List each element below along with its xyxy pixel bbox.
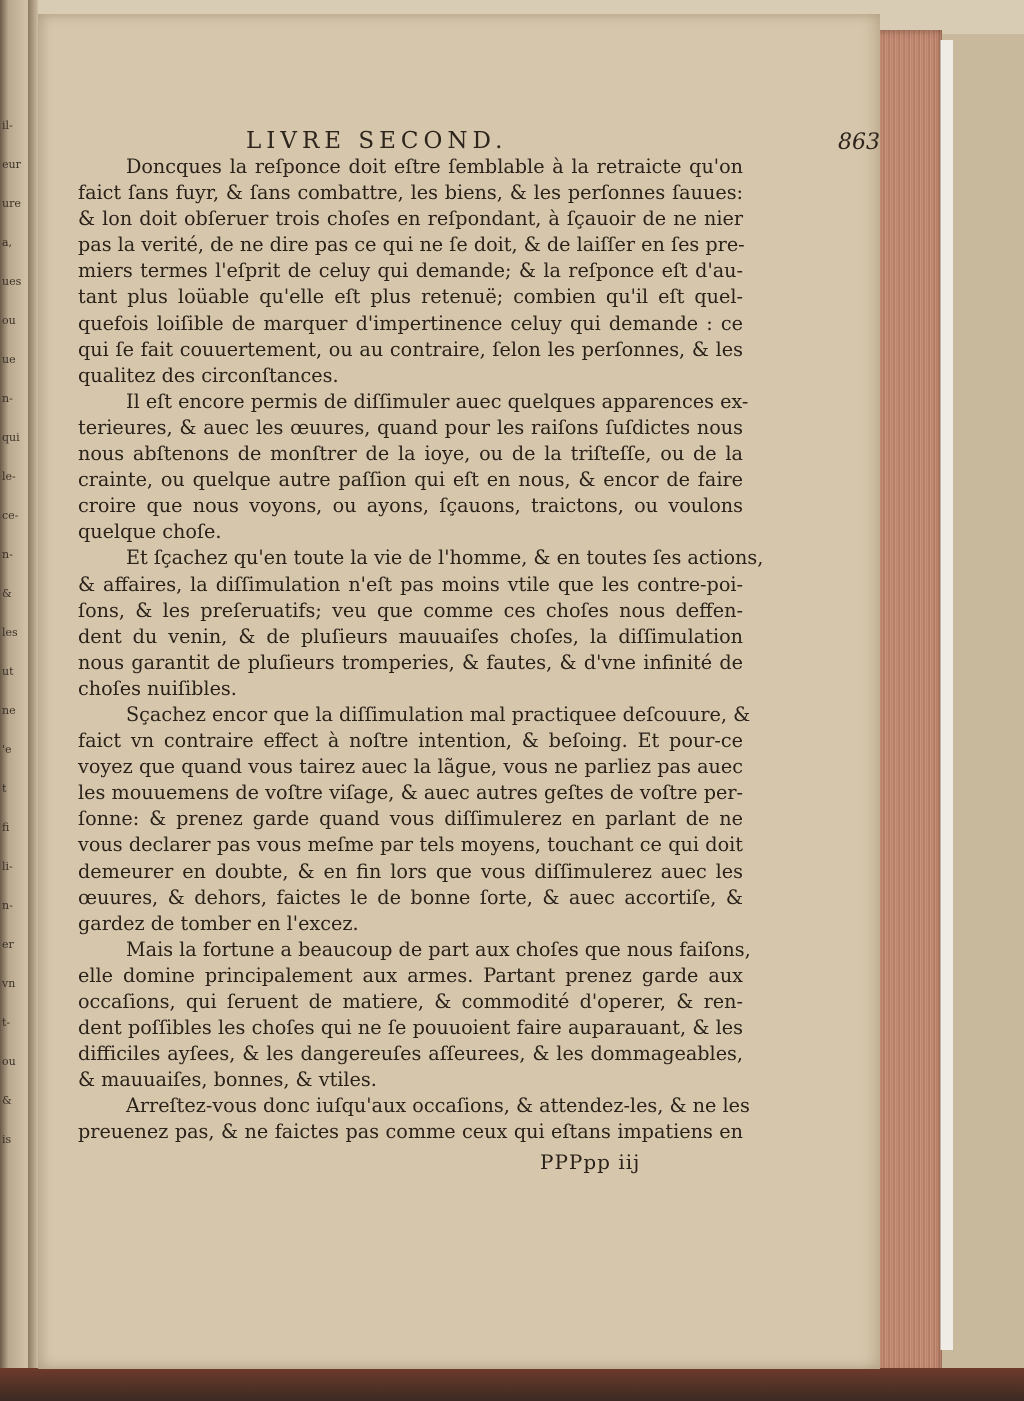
text-line: croire que nous voyons, ou ayons, ſçauons, traictons, ou voulons — [78, 494, 743, 518]
text-line: & lon doit obſeruer trois choſes en reſpondant, à ſçauoir de ne nier — [78, 207, 743, 231]
text-line: nous garantit de pluſieurs tromperies, & fautes, & d'vne infinité de — [78, 650, 743, 674]
text-line: choſes nuiſibles. — [78, 676, 237, 700]
text-line: Mais la fortune a beaucoup de part aux choſes que nous faiſons, — [126, 937, 751, 961]
text-line: dent poſſibles les choſes qui ne ſe pouuoient faire auparauant, & les — [78, 1016, 743, 1040]
margin-fragment: vn — [2, 977, 16, 990]
text-line: faict ſans fuyr, & ſans combattre, les biens, & les perſonnes ſauues: — [78, 181, 743, 205]
text-line: Arreſtez-vous donc iuſqu'aux occaſions, & attendez-les, & ne les — [126, 1094, 750, 1118]
folio-number: 863 — [838, 130, 880, 155]
margin-fragment: ue — [2, 353, 16, 366]
text-line: nous abſtenons de monſtrer de la ioye, ou de la triſteſſe, ou de la — [78, 442, 743, 466]
text-line: dent du venin, & de pluſieurs mauuaiſes choſes, la diſſimulation — [78, 624, 743, 648]
margin-fragment: fi — [2, 821, 10, 834]
text-line: ſonne: & prenez garde quand vous diſſimulerez en parlant de ne — [78, 807, 743, 831]
margin-fragment: er — [2, 938, 14, 951]
margin-fragment: li- — [2, 860, 13, 873]
previous-page-text-fragments — [0, 119, 22, 1220]
text-line: Et ſçachez qu'en toute la vie de l'homme, & en toutes ſes actions, — [126, 546, 764, 570]
text-line: vous declarer pas vous meſme par tels moyens, touchant ce qui doit — [78, 833, 743, 857]
text-line: terieures, & auec les œuures, quand pour les raiſons ſuſdictes nous — [78, 415, 743, 439]
page-fore-edge — [876, 30, 942, 1375]
text-line: preuenez pas, & ne faictes pas comme ceux qui eſtans impatiens en — [78, 1120, 743, 1144]
margin-fragment: a, — [2, 236, 13, 249]
text-line: Il eſt encore permis de diſſimuler auec quelques apparences ex- — [126, 389, 749, 413]
text-line: qualitez des circonſtances. — [78, 363, 339, 387]
margin-fragment: 'e — [2, 743, 12, 756]
text-line: & affaires, la diſſimulation n'eſt pas moins vtile que les contre-poi- — [78, 572, 743, 596]
margin-fragment: les — [2, 626, 18, 639]
text-line: Sçachez encor que la diſſimulation mal practiquee deſcouure, & — [126, 702, 751, 726]
text-line: les mouuemens de voſtre viſage, & auec autres geſtes de voſtre per- — [78, 781, 743, 805]
running-title: LIVRE SECOND. — [246, 128, 508, 154]
margin-fragment: is — [2, 1133, 12, 1146]
text-line: Doncques la reſponce doit eſtre ſemblable à la retraicte qu'on — [126, 155, 743, 178]
text-line: qui ſe fait couuertement, ou au contraire, ſelon les perſonnes, & les — [78, 337, 743, 361]
text-line: & mauuaiſes, bonnes, & vtiles. — [78, 1068, 377, 1092]
endpaper-edge — [940, 40, 953, 1350]
text-line: pas la verité, de ne dire pas ce qui ne ſe doit, & de laiſſer en ſes pre- — [78, 233, 745, 257]
previous-page-edge — [0, 0, 29, 1401]
margin-fragment: ues — [2, 275, 22, 288]
margin-fragment: eur — [2, 158, 21, 171]
margin-fragment: ne — [2, 704, 16, 717]
book-cover-board — [942, 34, 1024, 1379]
book-spine-shadow — [28, 0, 38, 1401]
margin-fragment: ou — [2, 1055, 16, 1068]
text-line: gardez de tomber en l'excez. — [78, 911, 359, 935]
margin-fragment: ut — [2, 665, 14, 678]
margin-fragment: ce- — [2, 509, 19, 522]
text-line: occaſions, qui ſeruent de matiere, & commodité d'operer, & ren- — [78, 990, 743, 1013]
text-line: faict vn contraire effect à noſtre intention, & beſoing. Et pour-ce — [78, 729, 743, 753]
text-line: ſons, & les preſeruatifs; veu que comme ces choſes nous deffen- — [78, 598, 743, 622]
margin-fragment: n- — [2, 899, 13, 912]
margin-fragment: qui — [2, 431, 20, 444]
margin-fragment: t- — [2, 1016, 11, 1029]
text-line: tant plus loüable qu'elle eſt plus retenuë; combien qu'il eſt quel- — [78, 285, 743, 309]
book-page — [38, 14, 880, 1369]
margin-fragment: & — [2, 1094, 12, 1107]
text-line: crainte, ou quelque autre paſſion qui eſt en nous, & encor de faire — [78, 468, 743, 492]
book-bottom-edge — [0, 1368, 1024, 1401]
margin-fragment: n- — [2, 392, 13, 405]
margin-fragment: ou — [2, 314, 16, 327]
signature-mark: PPPpp iij — [540, 1150, 641, 1174]
text-line: difficiles ayſees, & les dangereuſes aſſeurees, & les dommageables, — [78, 1042, 743, 1066]
text-line: demeurer en doubte, & en fin lors que vous diſſimulerez auec les — [78, 859, 743, 883]
margin-fragment: il- — [2, 119, 13, 132]
margin-fragment: & — [2, 587, 12, 600]
margin-fragment: ure — [2, 197, 21, 210]
text-line: voyez que quand vous tairez auec la lãgue, vous ne parliez pas auec — [78, 755, 743, 779]
margin-fragment: t — [2, 782, 7, 795]
text-line: quefois loiſible de marquer d'impertinence celuy qui demande : ce — [78, 311, 743, 335]
margin-fragment: le- — [2, 470, 16, 483]
text-line: œuures, & dehors, faictes le de bonne ſorte, & auec accortiſe, & — [78, 885, 743, 909]
text-line: elle domine principalement aux armes. Partant prenez garde aux — [78, 963, 743, 987]
text-line: miers termes l'eſprit de celuy qui demande; & la reſponce eſt d'au- — [78, 259, 743, 283]
text-line: quelque choſe. — [78, 520, 222, 544]
body-text — [78, 154, 764, 1146]
margin-fragment: n- — [2, 548, 13, 561]
